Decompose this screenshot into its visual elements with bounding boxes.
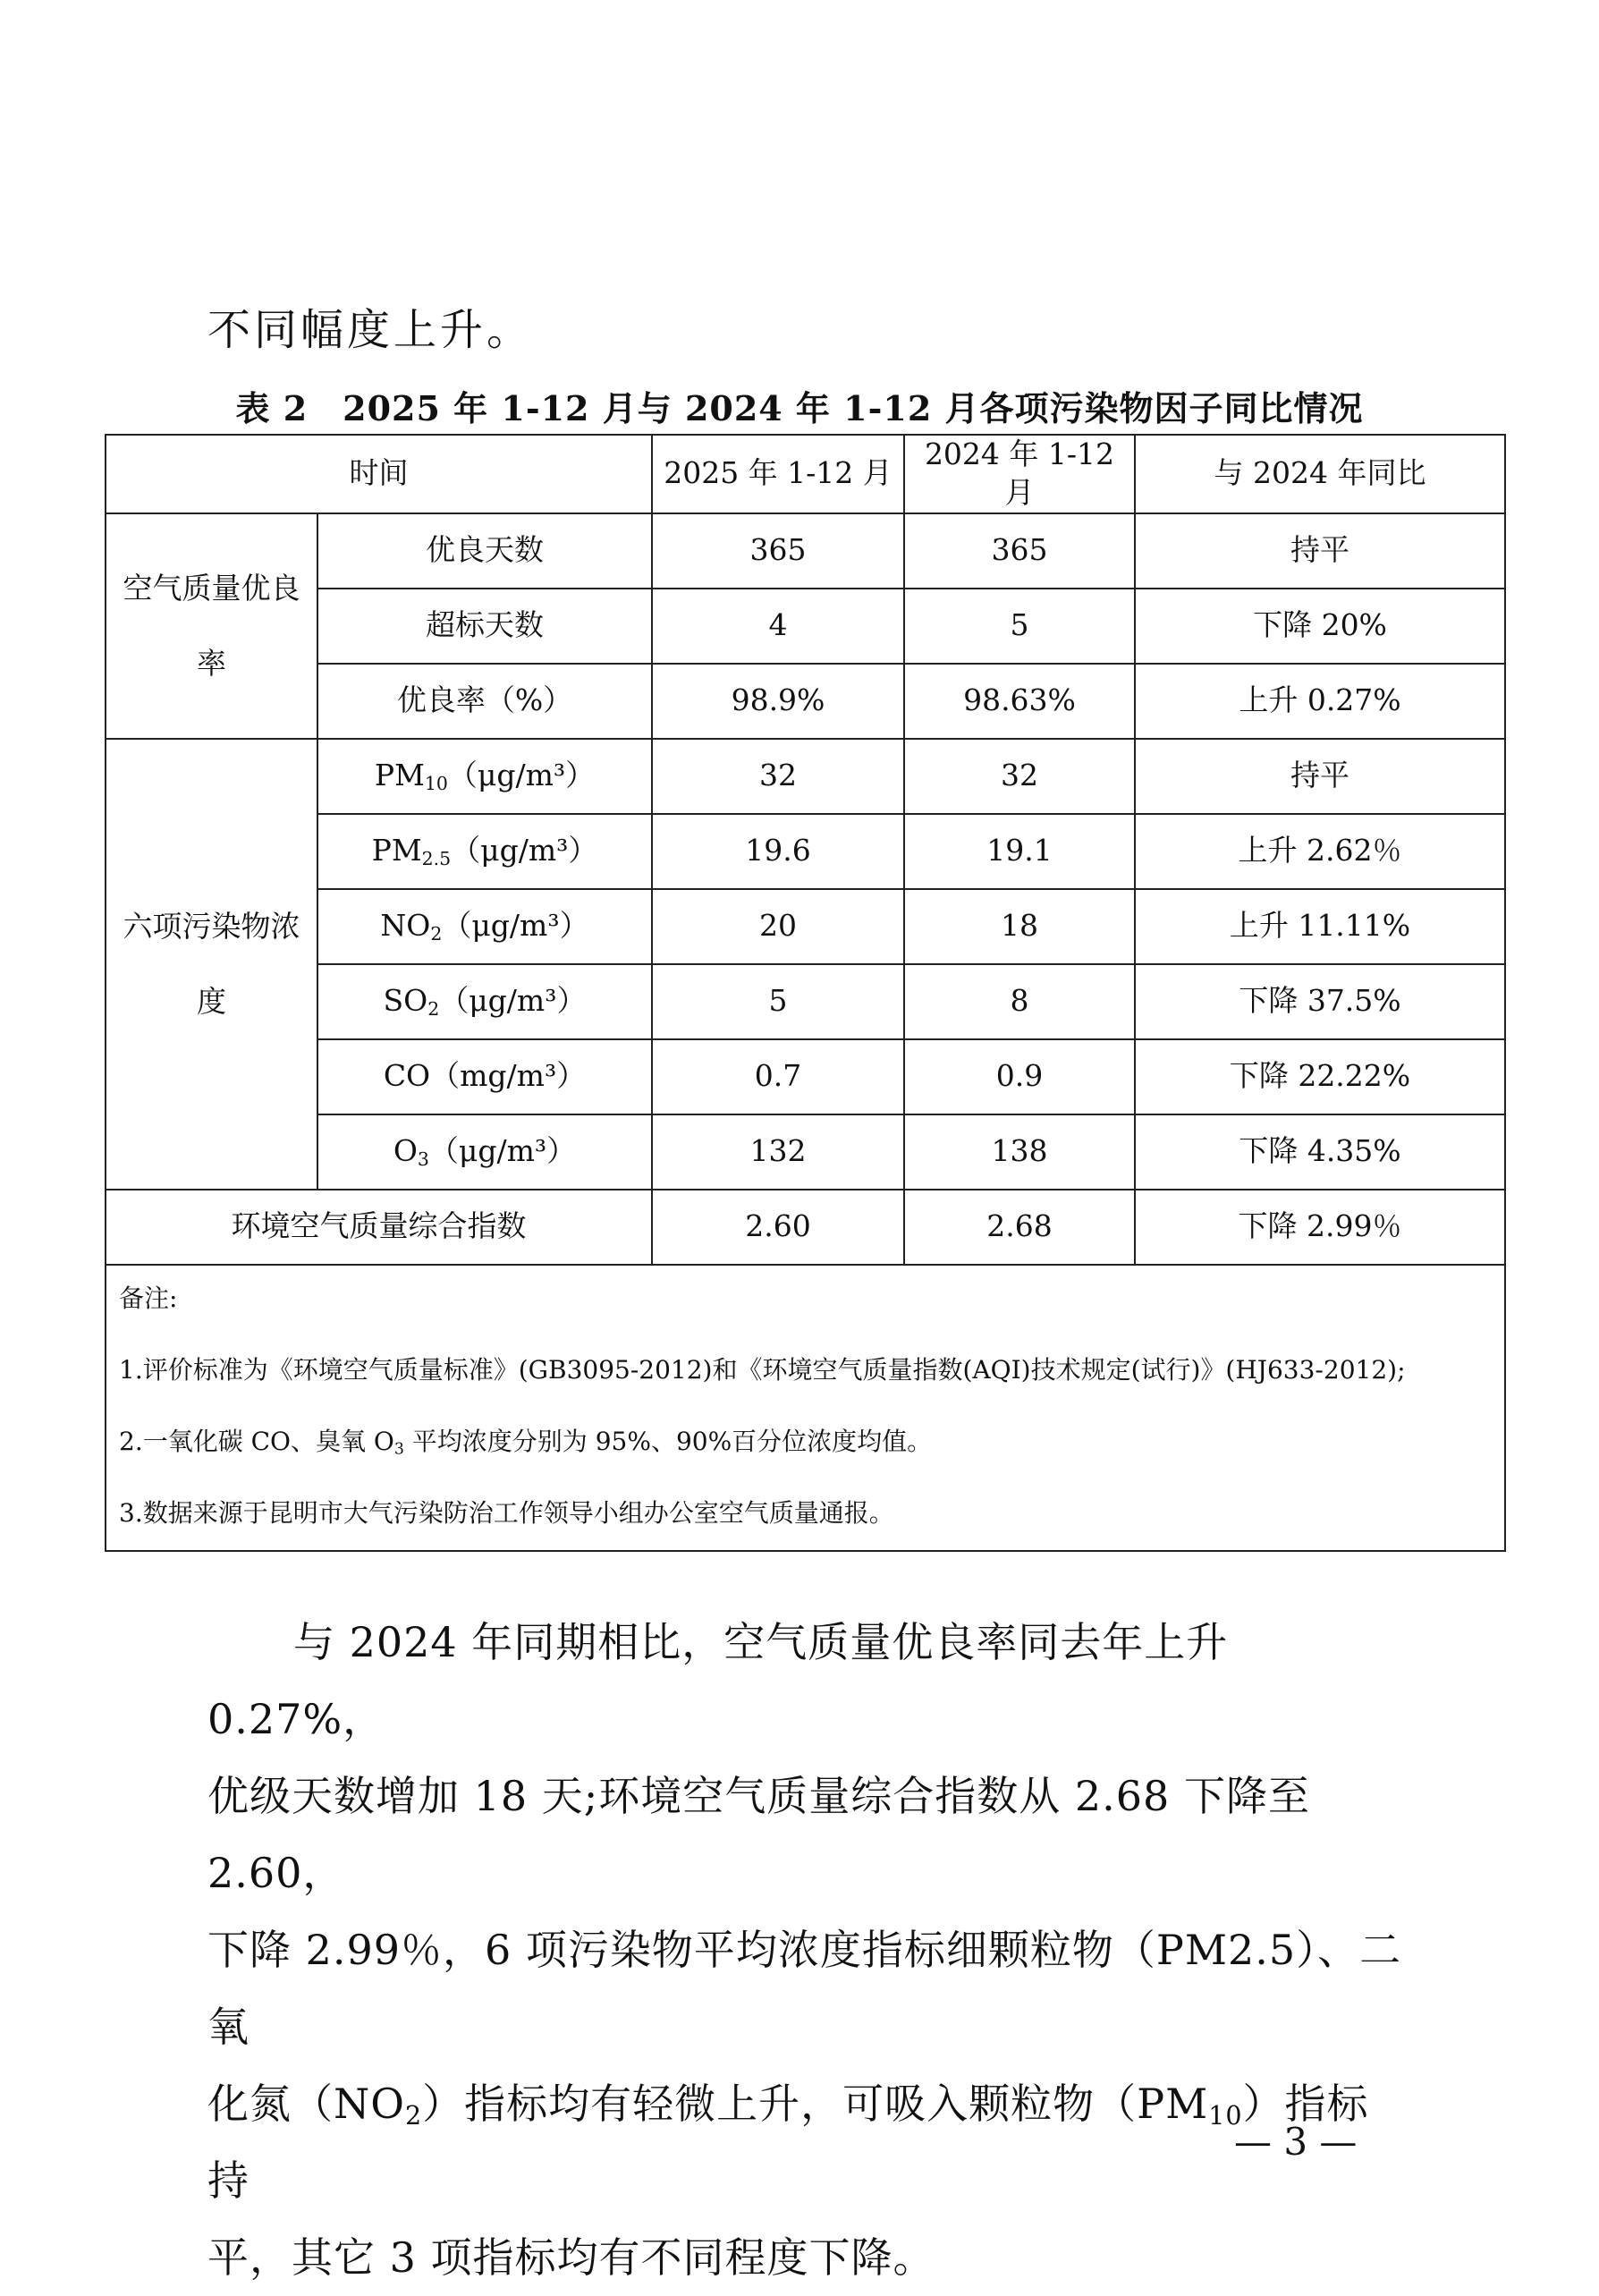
value-yoy: 下降 2.99％ [1135, 1190, 1505, 1265]
body-text: 化氮（NO [207, 2080, 405, 2128]
note-1: 1.评价标准为《环境空气质量标准》(GB3095-2012)和《环境空气质量指数(AQI)技术规定(试行)》(HJ633-2012); [119, 1354, 1406, 1385]
pollutant-label [317, 964, 652, 1039]
value-yoy: 下降 37.5% [1135, 964, 1505, 1039]
pollutant-unit: （μg/m³） [439, 983, 587, 1019]
pollutant-label [317, 889, 652, 964]
note-2 [119, 1425, 1492, 1459]
header-yoy: 与 2024 年同比 [1135, 435, 1505, 513]
pollutant-sub: 3 [417, 1148, 429, 1171]
note-2-part: 2.一氧化碳 CO、臭氧 O [119, 1426, 394, 1456]
summary-paragraph [207, 1604, 1406, 2296]
value-yoy: 下降 22.22% [1135, 1039, 1505, 1114]
body-text: 与 2024 年同期相比，空气质量优良率同去年上升 0.27%， [207, 1618, 1229, 1743]
value-yoy: 持平 [1135, 513, 1505, 589]
value-2024: 32 [904, 739, 1135, 814]
table-row-index [106, 1190, 1505, 1265]
body-text: ）指标均有轻微上升，可吸入颗粒物（PM [422, 2080, 1209, 2128]
group-air-quality: 空气质量优良率 [106, 513, 317, 739]
pollutant-sub: 2.5 [421, 848, 452, 870]
row-label: 优良率（%） [317, 664, 652, 739]
note-2-sub: 3 [393, 1440, 404, 1459]
body-sub: 10 [1208, 2101, 1243, 2131]
pollutant-name: SO [383, 983, 428, 1019]
value-2024: 138 [904, 1114, 1135, 1190]
value-2024: 2.68 [904, 1190, 1135, 1265]
note-3: 3.数据来源于昆明市大气污染防治工作领导小组办公室空气质量通报。 [119, 1497, 894, 1528]
row-label: 超标天数 [317, 589, 652, 664]
body-line: 优级天数增加 18 天;环境空气质量综合指数从 2.68 下降至 2.60， [207, 1772, 1310, 1897]
group-pollutants: 六项污染物浓度 [106, 739, 317, 1190]
pollutant-label [317, 814, 652, 889]
pollutant-comparison-table [105, 434, 1506, 1552]
pollutant-name: CO [383, 1058, 431, 1094]
value-2025: 0.7 [652, 1039, 904, 1114]
value-2025: 2.60 [652, 1190, 904, 1265]
pollutant-unit: （mg/m³） [430, 1058, 587, 1094]
value-yoy: 持平 [1135, 739, 1505, 814]
body-text: ）指标持 [207, 2080, 1369, 2205]
value-2024: 8 [904, 964, 1135, 1039]
pollutant-sub: 2 [430, 923, 443, 945]
value-2025: 4 [652, 589, 904, 664]
pollutant-name: PM [374, 758, 425, 793]
value-2025: 20 [652, 889, 904, 964]
value-2024: 0.9 [904, 1039, 1135, 1114]
value-2025: 98.9% [652, 664, 904, 739]
header-time: 时间 [106, 435, 652, 513]
body-line [207, 1604, 1406, 1758]
index-label: 环境空气质量综合指数 [106, 1190, 652, 1265]
body-line: 平，其它 3 项指标均有不同程度下降。 [207, 2233, 935, 2282]
value-2024: 5 [904, 589, 1135, 664]
table-row [106, 513, 1505, 589]
value-yoy: 上升 11.11% [1135, 889, 1505, 964]
body-sub: 2 [404, 2101, 423, 2131]
header-2024: 2024 年 1-12 月 [904, 435, 1135, 513]
table-row [106, 739, 1505, 814]
notes-cell [106, 1265, 1505, 1551]
value-yoy: 上升 2.62％ [1135, 814, 1505, 889]
note-2-part: 平均浓度分别为 95%、90%百分位浓度均值。 [403, 1426, 933, 1456]
value-yoy: 下降 4.35% [1135, 1114, 1505, 1190]
pollutant-sub: 10 [424, 773, 448, 795]
pollutant-unit: （μg/m³） [451, 833, 598, 868]
pollutant-name: NO [380, 908, 431, 944]
body-line [207, 2065, 1406, 2219]
pollutant-label [317, 1039, 652, 1114]
pollutant-name: O [393, 1133, 418, 1169]
pollutant-name: PM [371, 833, 422, 868]
table-header-row [106, 435, 1505, 513]
body-line: 下降 2.99％，6 项污染物平均浓度指标细颗粒物（PM2.5）、二氧 [207, 1926, 1402, 2051]
row-label: 优良天数 [317, 513, 652, 589]
pollutant-label [317, 739, 652, 814]
value-2025: 19.6 [652, 814, 904, 889]
intro-text: 不同幅度上升。 [207, 305, 534, 355]
header-2025: 2025 年 1-12 月 [652, 435, 904, 513]
notes-row [106, 1265, 1505, 1551]
value-2025: 32 [652, 739, 904, 814]
value-2025: 132 [652, 1114, 904, 1190]
notes-title: 备注: [119, 1283, 178, 1313]
value-yoy: 下降 20% [1135, 589, 1505, 664]
value-2025: 365 [652, 513, 904, 589]
table-title: 表 2 2025 年 1-12 月与 2024 年 1-12 月各项污染物因子同比情况 [235, 388, 1364, 428]
value-2024: 365 [904, 513, 1135, 589]
value-2025: 5 [652, 964, 904, 1039]
value-2024: 18 [904, 889, 1135, 964]
value-2024: 98.63% [904, 664, 1135, 739]
pollutant-unit: （μg/m³） [447, 758, 596, 793]
value-2024: 19.1 [904, 814, 1135, 889]
pollutant-sub: 2 [427, 998, 440, 1021]
page-number: — 3 — [1234, 2120, 1358, 2164]
pollutant-unit: （μg/m³） [442, 908, 589, 944]
pollutant-unit: （μg/m³） [428, 1133, 577, 1169]
pollutant-label [317, 1114, 652, 1190]
value-yoy: 上升 0.27% [1135, 664, 1505, 739]
